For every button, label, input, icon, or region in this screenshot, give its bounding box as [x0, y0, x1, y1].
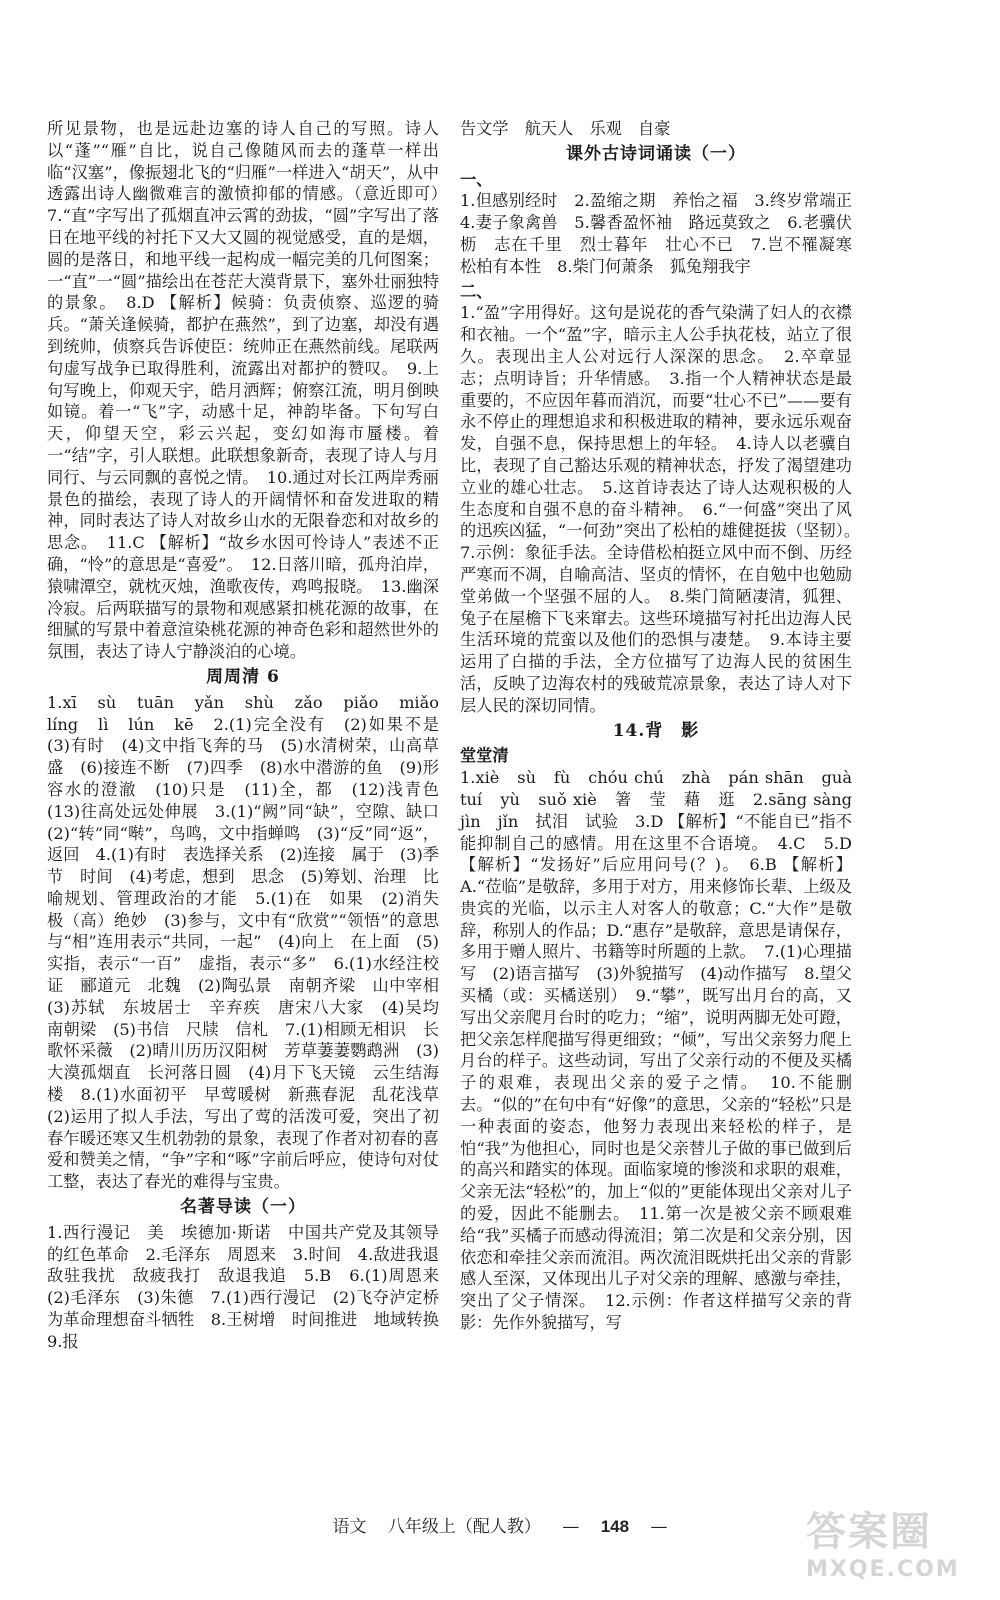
footer-dash-left: — [562, 1517, 580, 1537]
section-title-classic-reading: 名著导读（一） [180, 1197, 306, 1218]
left-paragraph-classic-answers: 1.西行漫记 美 埃德加·斯诺 中国共产党及其领导的红色革命 2.毛泽东 周恩来 3.时间 4.敌进我退 敌驻我扰 敌疲我打 敌退我追 5.B 6.(1)周恩来 (2)毛泽东 (3)朱德 7.(1)西行漫记 (2)飞夺泸定桥 为革命理想奋斗牺牲 8.王树增 时间推进 地域转换 9.报 [47, 1222, 456, 1351]
subheading-part-one: 一、 [460, 169, 493, 189]
section-title-extra-poems: 课外古诗词诵读（一） [566, 143, 746, 164]
watermark-url: MXQE.COM [806, 1557, 960, 1582]
page-number: 148 [600, 1517, 630, 1536]
right-paragraph-continuation: 告文学 航天人 乐观 自豪 [460, 119, 671, 138]
footer-dash-right: — [650, 1517, 668, 1537]
watermark-logo: 答案圈 [806, 1509, 932, 1555]
right-column [460, 118, 869, 1334]
footer-grade: 八年级上（配人教） [387, 1517, 541, 1537]
left-column [47, 118, 456, 1353]
footer-subject: 语文 [332, 1517, 367, 1537]
subheading-part-two: 二、 [460, 281, 493, 301]
right-paragraph-lesson-answers: 1.xiè sù fù chóu chú zhà pán shān guà tuí yù suǒ xiè 箸 莹 藉 逛 2.sāng sàng jìn jǐn 拭泪 试验 3.D 【解析】“不能自已”指不能抑制自己的感情。用在这里不合语境。 4.C 5.D 【解析】“发扬好”后应用问号(？)。 6.B 【解析】A.“莅临”是敬辞，多用于对方，用来修饰长辈、上级及贵宾的光临，以示主人对客人的敬意；C.“大作”是敬辞，称别人的作品；D.“惠存”是敬辞，意思是请保存，多用于赠人照片、书籍等时所题的上款。 7.(1)心理描写 (2)语言描写 (3)外貌描写 (4)动作描写 8.望父买橘（或：买橘送别） 9.“攀”，既写出月台的高，又写出父亲爬月台时的吃力；“缩”，说明两脚无处可蹬，把父亲怎样爬描写得更细致；“倾”，写出父亲努力爬上月台的样子。这些动词，写出了父亲行动的不便及买橘子的艰难，表现出父亲的爱子之情。 10.不能删去。“似的”在句中有“好像”的意思，父亲的“轻松”只是一种表面的姿态，他努力表现出来轻松的样子，是怕“我”为他担心，同时也是父亲替儿子做的事已做到后的高兴和踏实的体现。面临家境的惨淡和求职的艰难，父亲无法“轻松”的，加上“似的”更能体现出父亲对儿子的爱，因此不能删去。 11.第一次是被父亲不顾艰难给“我”买橘子而感动得流泪；第二次是和父亲分别，因依恋和牵挂父亲而流泪。两次流泪既烘托出父亲的背影感人至深，又体现出儿子对父亲的理解、感激与牵挂，突出了父子情深。 12.示例：作者这样描写父亲的背影：先作外貌描写，写 [460, 768, 869, 1333]
left-paragraph-poem-answers: 所见景物，也是远赴边塞的诗人自己的写照。诗人以“蓬”“雁”自比，说自己像随风而去的蓬草一样出临“汉塞”，像振翅北飞的“归雁”一样进入“胡天”，从中透露出诗人幽微难言的激愤抑郁的情感。（意近即可） 7.“直”字写出了孤烟直冲云霄的劲拔，“圆”字写出了落日在地平线的衬托下又大又圆的视觉感受，直的是烟，圆的是落日，和地平线一起构成一幅完美的几何图案；一“直”一“圆”描绘出在苍茫大漠背景下，塞外壮丽独特的景象。 8.D 【解析】候骑：负责侦察、巡逻的骑兵。“萧关逢候骑，都护在燕然”，到了边塞，却没有遇到统帅，侦察兵告诉使臣：统帅正在燕然前线。尾联两句虚写战争已取得胜利，流露出对都护的赞叹。 9.上句写晚上，仰观天宇，皓月洒辉；俯察江流，明月倒映如镜。着一“飞”字，动感十足，神韵毕备。下句写白天，仰望天空，彩云兴起，变幻如海市蜃楼。着一“结”字，引人联想。此联想象新奇，表现了诗人与月同行、与云同飘的喜悦之情。 10.通过对长江两岸秀丽景色的描绘，表现了诗人的开阔情怀和奋发进取的精神，同时表达了诗人对故乡山水的无限眷恋和对故乡的思念。 11.C 【解析】“故乡水因可怜诗人”表述不正确，“怜”的意思是“喜爱”。 12.日落川暗，孤舟泊岸，猿啸潭空，就枕灭烛，渔歌夜传，鸡鸣报晓。 13.幽深冷寂。后两联描写的景物和观感紧扣桃花源的故事，在细腻的写景中着意渲染桃花源的神奇色彩和超然世外的氛围，表达了诗人宁静淡泊的心境。 [47, 119, 456, 662]
section-title-weekly: 周周清 6 [206, 666, 280, 687]
left-paragraph-weekly-answers: 1.xī sù tuān yǎn shù zǎo piǎo miǎo líng lì lún kē 2.(1)完全没有 (2)如果不是 (3)有时 (4)文中指飞奔的马 (5)水清树荣，山高草盛 (6)接连不断 (7)四季 (8)水中潜游的鱼 (9)形容水的澄澈 (10)只是 (11)全，都 (12)浅青色 (13)往高处远处伸展 3.(1)“阙”同“缺”，空隙、缺口 (2)“转”同“啭”，鸟鸣，文中指蝉鸣 (3)“反”同“返”，返回 4.(1)有时 表选择关系 (2)连接 属于 (3)季节 时间 (4)考虑，想到 思念 (5)筹划、治理 比喻规划、管理政治的才能 5.(1)在 如果 (2)消失 极（高）绝妙 (3)参与，文中有“欣赏”“领悟”的意思 与“相”连用表示“共同，一起” (4)向上 在上面 (5)实指，表示“一百” 虚指，表示“多” 6.(1)水经注校证 郦道元 北魏 (2)陶弘景 南朝齐梁 山中宰相 (3)苏轼 东坡居士 辛弃疾 唐宋八大家 (4)吴均 南朝梁 (5)书信 尺牍 信札 7.(1)相顾无相识 长歌怀采薇 (2)晴川历历汉阳树 芳草萋萋鹦鹉洲 (3)大漠孤烟直 长河落日圆 (4)月下飞天镜 云生结海楼 8.(1)水面初平 早莺暖树 新燕春泥 乱花浅草 (2)运用了拟人手法，写出了莺的活泼可爱，突出了初春乍暖还寒又生机勃勃的景象，表现了作者对初春的喜爱和赞美之情，“争”字和“啄”字前后呼应，使诗句对仗工整，表达了春光的难得与宝贵。 [47, 692, 456, 1192]
subheading-class-check: 堂堂清 [460, 746, 509, 766]
section-title-lesson-14: 14.背 影 [612, 720, 700, 741]
right-paragraph-part-one: 1.但感别经时 2.盈缩之期 养怡之福 3.终岁常端正 4.妻子象禽兽 5.馨香盈怀袖 路远莫致之 6.老骥伏枥 志在千里 烈士暮年 壮心不已 7.岂不罹凝寒 松柏有本性 8.柴门何萧条 狐兔翔我宇 [460, 191, 869, 276]
right-paragraph-part-two: 1.“盈”字用得好。这句是说花的香气染满了妇人的衣襟和衣袖。一个“盈”字，暗示主人公手执花枝，站立了很久。表现出主人公对远行人深深的思念。 2.卒章显志；点明诗旨；升华情感。 3.指一个人精神状态是最重要的，不应因年暮而消沉，而要“壮心不已”——要有永不停止的理想追求和积极进取的精神，要永远乐观奋发，自强不息，保持思想上的年轻。 4.诗人以老骥自比，表现了自己豁达乐观的精神状态，抒发了渴望建功立业的雄心壮志。 5.这首诗表达了诗人达观积极的人生态度和自强不息的奋斗精神。 6.“一何盛”突出了风的迅疾凶猛，“一何劲”突出了松柏的雄健挺拔（坚韧）。 7.示例：象征手法。全诗借松柏挺立风中而不倒、历经严寒而不凋，自喻高洁、坚贞的情怀，在自勉中也勉励堂弟做一个坚强不屈的人。 8.柴门简陋凄清，狐狸、兔子在屋檐下飞来窜去。这些环境描写衬托出边海人民生活环境的荒蛮以及他们的恐惧与凄楚。 9.本诗主要运用了白描的手法，全方位描写了边海人民的贫困生活，反映了边海农村的残破荒凉景象，表达了诗人对下层人民的深切同情。 [460, 303, 869, 715]
watermark [806, 1500, 976, 1582]
